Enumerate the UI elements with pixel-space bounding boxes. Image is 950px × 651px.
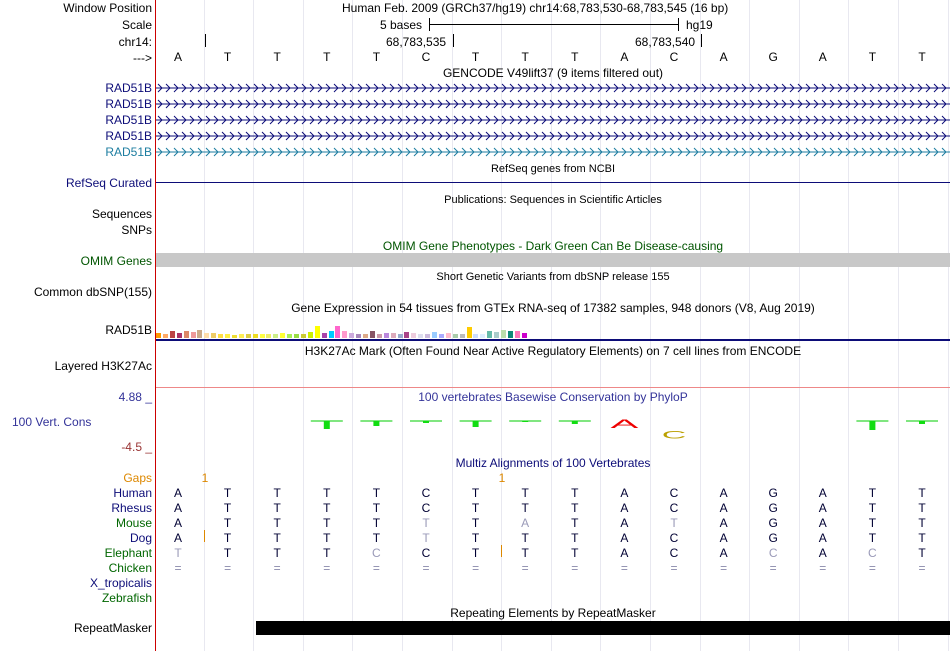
alignment-base-chicken: = xyxy=(620,561,628,575)
gtex-tissue-bar[interactable] xyxy=(480,334,485,338)
reference-base: A xyxy=(173,50,182,64)
alignment-base-chicken: = xyxy=(372,561,380,575)
alignment-base-chicken: = xyxy=(472,561,480,575)
track-label-column xyxy=(0,0,155,651)
alignment-base-mouse: A xyxy=(521,516,530,530)
alignment-base-rhesus: T xyxy=(471,501,480,515)
gap-marker: 1 xyxy=(201,471,209,485)
alignment-base-human: T xyxy=(323,486,331,500)
scale-bar-tick xyxy=(429,18,430,31)
gtex-tissue-bar[interactable] xyxy=(280,333,285,338)
gencode-track-title: GENCODE V49lift37 (9 items filtered out) xyxy=(442,66,664,80)
gtex-tissue-bar[interactable] xyxy=(232,335,237,338)
alignment-base-dog: T xyxy=(471,531,480,545)
alignment-base-dog: T xyxy=(422,531,430,545)
alignment-base-mouse: G xyxy=(768,516,778,530)
gencode-track-label[interactable]: RAD51B xyxy=(105,97,152,111)
species-label-human[interactable]: Human xyxy=(113,486,152,500)
gtex-tissue-bar[interactable] xyxy=(184,331,189,338)
phylop-bar xyxy=(522,421,528,422)
alignment-base-elephant: A xyxy=(620,546,629,560)
reference-base: G xyxy=(768,50,778,64)
gtex-tissue-bar[interactable] xyxy=(425,334,430,338)
alignment-base-human: T xyxy=(471,486,480,500)
refseq-gene-line[interactable] xyxy=(156,182,950,183)
alignment-base-dog: C xyxy=(669,531,679,545)
gencode-track-label[interactable]: RAD51B xyxy=(105,145,152,159)
alignment-base-mouse: T xyxy=(571,516,579,530)
gencode-transcript[interactable] xyxy=(156,130,950,142)
alignment-base-elephant: C xyxy=(768,546,778,560)
reference-base: T xyxy=(372,50,381,64)
gtex-tissue-bar[interactable] xyxy=(225,334,230,338)
alignment-base-elephant: T xyxy=(323,546,331,560)
alignment-base-chicken: = xyxy=(720,561,728,575)
gtex-tissue-bar[interactable] xyxy=(308,332,313,338)
alignment-base-human: T xyxy=(918,486,926,500)
gtex-tissue-bar[interactable] xyxy=(211,333,216,338)
window-position-label: Window Position xyxy=(63,1,152,15)
species-label-xtropicalis[interactable]: X_tropicalis xyxy=(89,576,152,590)
gtex-tissue-bar[interactable] xyxy=(342,331,347,338)
sequences-track-label[interactable]: Sequences xyxy=(91,207,152,221)
gtex-tissue-bar[interactable] xyxy=(356,334,361,338)
alignment-base-mouse: A xyxy=(620,516,629,530)
assembly-label: hg19 xyxy=(686,18,713,32)
alignment-base-chicken: = xyxy=(323,561,331,575)
species-label-elephant[interactable]: Elephant xyxy=(104,546,152,560)
ruler-tick xyxy=(205,34,206,47)
gtex-tissue-bar[interactable] xyxy=(377,334,382,338)
alignment-base-mouse: A xyxy=(719,516,728,530)
gtex-tissue-bar[interactable] xyxy=(170,331,175,338)
phylop-track-title: 100 vertebrates Basewise Conservation by PhyloP xyxy=(418,390,688,404)
alignment-base-mouse: T xyxy=(422,516,430,530)
alignment-base-rhesus: T xyxy=(273,501,281,515)
alignment-base-elephant: C xyxy=(372,546,381,560)
multiz-track-title: Multiz Alignments of 100 Vertebrates xyxy=(455,456,651,470)
alignment-base-chicken: = xyxy=(670,561,678,575)
alignment-base-mouse: T xyxy=(471,516,480,530)
alignment-base-rhesus: T xyxy=(323,501,331,515)
gtex-track-title: Gene Expression in 54 tissues from GTEx RNA-seq of 17382 samples, 948 donors (V8, Aug 2019) xyxy=(291,301,815,315)
gencode-transcript[interactable] xyxy=(156,146,950,158)
alignment-base-human: T xyxy=(223,486,232,500)
alignment-base-rhesus: T xyxy=(223,501,232,515)
alignment-base-chicken: = xyxy=(868,561,876,575)
gtex-tissue-bar[interactable] xyxy=(467,327,472,338)
phylop-bar xyxy=(473,421,479,427)
alignment-base-elephant: C xyxy=(669,546,679,560)
alignment-base-mouse: T xyxy=(918,516,926,530)
publications-track-title: Publications: Sequences in Scientific Articles xyxy=(444,194,662,206)
alignment-base-mouse: A xyxy=(173,516,182,530)
ruler-tick xyxy=(701,34,702,47)
gap-marker: 1 xyxy=(498,471,506,485)
alignment-base-dog: T xyxy=(868,531,877,545)
gtex-tissue-bar[interactable] xyxy=(294,334,299,338)
gencode-track-label[interactable]: RAD51B xyxy=(105,113,152,127)
alignment-base-dog: T xyxy=(223,531,232,545)
alignment-base-chicken: = xyxy=(174,561,182,575)
ruler-tick xyxy=(453,34,454,47)
h3k27ac-track-title: H3K27Ac Mark (Often Found Near Active Regulatory Elements) on 7 cell lines from ENCODE xyxy=(304,344,802,358)
gtex-tissue-bar[interactable] xyxy=(163,334,168,338)
snps-track-label[interactable]: SNPs xyxy=(121,223,152,237)
alignment-base-mouse: T xyxy=(223,516,232,530)
gtex-tissue-bar[interactable] xyxy=(287,334,292,338)
phylop-min-label: -4.5 _ xyxy=(121,440,152,454)
gtex-tissue-bar[interactable] xyxy=(501,330,506,338)
gtex-tissue-bar[interactable] xyxy=(446,333,451,338)
alignment-base-human: T xyxy=(273,486,281,500)
phylop-bar xyxy=(373,421,379,426)
gencode-track-label[interactable]: RAD51B xyxy=(105,81,152,95)
alignment-base-mouse: T xyxy=(868,516,877,530)
alignment-base-dog: G xyxy=(768,531,778,545)
omim-track-label[interactable]: OMIM Genes xyxy=(80,254,152,268)
gtex-tissue-bar[interactable] xyxy=(204,333,209,338)
alignment-base-dog: T xyxy=(273,531,281,545)
alignment-base-rhesus: T xyxy=(521,501,529,515)
phylop-max-label: 4.88 _ xyxy=(118,390,152,404)
scale-bar xyxy=(429,24,679,25)
alignment-base-mouse: T xyxy=(273,516,281,530)
phylop-bar xyxy=(423,421,429,423)
gtex-tissue-bar[interactable] xyxy=(322,333,327,338)
alignment-base-chicken: = xyxy=(571,561,579,575)
alignment-base-dog: T xyxy=(918,531,926,545)
alignment-base-human: A xyxy=(818,486,827,500)
alignment-base-dog: A xyxy=(173,531,182,545)
alignment-base-chicken: = xyxy=(769,561,777,575)
gtex-tissue-bar[interactable] xyxy=(439,334,444,338)
gtex-tissue-bar[interactable] xyxy=(239,334,244,338)
insertion-marker xyxy=(204,530,205,542)
gtex-tissue-bar[interactable] xyxy=(156,333,161,338)
ruler-position-right: 68,783,540 xyxy=(635,35,696,49)
ruler-position-left: 68,783,535 xyxy=(386,35,447,49)
scale-text: 5 bases xyxy=(380,18,423,32)
reference-base: T xyxy=(471,50,480,64)
gtex-tissue-bar[interactable] xyxy=(218,334,223,338)
alignment-base-elephant: C xyxy=(868,546,877,560)
phylop-graph[interactable] xyxy=(156,405,950,450)
gtex-tissue-bar[interactable] xyxy=(253,334,258,338)
gencode-track-label[interactable]: RAD51B xyxy=(105,129,152,143)
phylop-bar xyxy=(324,421,330,429)
phylop-track-label[interactable]: 100 Vert. Cons xyxy=(12,415,92,429)
omim-track-title: OMIM Gene Phenotypes - Dark Green Can Be Disease-causing xyxy=(382,239,724,253)
alignment-base-rhesus: T xyxy=(372,501,381,515)
reference-base: T xyxy=(521,50,529,64)
alignment-base-elephant: T xyxy=(174,546,182,560)
gtex-tissue-bar[interactable] xyxy=(494,332,499,338)
alignment-base-dog: T xyxy=(571,531,579,545)
alignment-base-mouse: T xyxy=(372,516,381,530)
alignment-base-human: A xyxy=(719,486,728,500)
alignment-base-human: T xyxy=(521,486,529,500)
reference-base: C xyxy=(669,50,679,64)
gtex-tissue-bar[interactable] xyxy=(260,334,265,338)
reference-base: T xyxy=(323,50,331,64)
alignment-base-elephant: A xyxy=(719,546,728,560)
gencode-transcript[interactable] xyxy=(156,98,950,110)
alignment-base-rhesus: T xyxy=(571,501,579,515)
gtex-tissue-bar[interactable] xyxy=(432,332,437,338)
reference-base: A xyxy=(719,50,728,64)
alignment-base-chicken: = xyxy=(224,561,232,575)
repeatmasker-track-title: Repeating Elements by RepeatMasker xyxy=(450,606,656,620)
alignment-base-human: C xyxy=(669,486,679,500)
alignment-base-human: A xyxy=(620,486,629,500)
alignment-base-mouse: T xyxy=(670,516,678,530)
dbsnp-track-title: Short Genetic Variants from dbSNP release 155 xyxy=(436,271,670,283)
reference-base: A xyxy=(620,50,629,64)
gtex-tissue-bar[interactable] xyxy=(522,333,527,338)
chrom-label: chr14: xyxy=(118,35,152,49)
gtex-tissue-bar[interactable] xyxy=(487,331,492,338)
gtex-tissue-bar[interactable] xyxy=(460,334,465,338)
species-label-dog[interactable]: Dog xyxy=(129,531,152,545)
gtex-tissue-bar[interactable] xyxy=(315,326,320,338)
gtex-tissue-bar[interactable] xyxy=(329,331,334,338)
repeatmasker-track-label[interactable]: RepeatMasker xyxy=(73,621,152,635)
gtex-tissue-bar[interactable] xyxy=(349,333,354,338)
gtex-tissue-bar[interactable] xyxy=(191,332,196,338)
gtex-tissue-bar[interactable] xyxy=(473,334,478,338)
gtex-tissue-bar[interactable] xyxy=(404,332,409,338)
alignment-base-elephant: T xyxy=(918,546,926,560)
reference-base: T xyxy=(273,50,281,64)
gtex-tissue-bar[interactable] xyxy=(384,333,389,338)
gtex-tissue-bar[interactable] xyxy=(197,330,202,338)
alignment-base-rhesus: A xyxy=(173,501,182,515)
gtex-gene-line xyxy=(156,339,950,341)
phylop-bar xyxy=(869,421,875,430)
alignment-base-dog: A xyxy=(719,531,728,545)
reference-base: T xyxy=(868,50,877,64)
gtex-bar-chart[interactable] xyxy=(156,316,950,338)
species-label-rhesus[interactable]: Rhesus xyxy=(111,501,152,515)
alignment-base-rhesus: C xyxy=(421,501,431,515)
alignment-base-rhesus: A xyxy=(620,501,629,515)
scale-bar-tick xyxy=(678,18,679,31)
gtex-tissue-bar[interactable] xyxy=(301,334,306,338)
alignment-base-mouse: A xyxy=(818,516,827,530)
repeat-element[interactable] xyxy=(256,621,950,635)
gtex-track-label[interactable]: RAD51B xyxy=(105,323,152,337)
alignment-base-elephant: A xyxy=(818,546,827,560)
alignment-base-human: T xyxy=(571,486,579,500)
reference-base: T xyxy=(918,50,926,64)
gtex-tissue-bar[interactable] xyxy=(370,331,375,338)
scale-label: Scale xyxy=(121,18,152,32)
alignment-base-dog: T xyxy=(323,531,331,545)
alignment-base-elephant: T xyxy=(571,546,579,560)
alignment-base-human: T xyxy=(372,486,381,500)
reference-base: C xyxy=(421,50,431,64)
alignment-base-mouse: T xyxy=(323,516,331,530)
reference-base: T xyxy=(571,50,579,64)
gtex-tissue-bar[interactable] xyxy=(246,334,251,338)
gtex-tissue-bar[interactable] xyxy=(273,334,278,338)
alignment-base-rhesus: C xyxy=(669,501,679,515)
dbsnp-track-label[interactable]: Common dbSNP(155) xyxy=(33,285,152,299)
omim-gene-bar[interactable] xyxy=(156,253,950,267)
refseq-track-label[interactable]: RefSeq Curated xyxy=(65,176,152,190)
alignment-base-chicken: = xyxy=(422,561,430,575)
track-image[interactable] xyxy=(156,0,950,651)
gtex-tissue-bar[interactable] xyxy=(266,334,271,338)
gtex-tissue-bar[interactable] xyxy=(411,333,416,338)
alignment-base-chicken: = xyxy=(819,561,827,575)
alignment-base-elephant: C xyxy=(421,546,431,560)
gtex-tissue-bar[interactable] xyxy=(398,334,403,338)
window-position: Human Feb. 2009 (GRCh37/hg19) chr14:68,783,530-68,783,545 (16 bp) xyxy=(342,1,729,15)
alignment-base-rhesus: T xyxy=(868,501,877,515)
alignment-base-dog: A xyxy=(818,531,827,545)
reference-base: A xyxy=(818,50,827,64)
h3k27ac-baseline xyxy=(156,387,950,388)
gtex-tissue-bar[interactable] xyxy=(418,334,423,338)
gtex-tissue-bar[interactable] xyxy=(335,326,340,338)
gencode-transcript[interactable] xyxy=(156,82,950,94)
species-label-chicken[interactable]: Chicken xyxy=(108,561,152,575)
gtex-tissue-bar[interactable] xyxy=(391,333,396,338)
alignment-base-elephant: T xyxy=(273,546,281,560)
phylop-conserved-base: A xyxy=(610,417,639,431)
gaps-label: Gaps xyxy=(123,471,152,485)
alignment-base-chicken: = xyxy=(918,561,926,575)
phylop-bar xyxy=(919,421,925,424)
gtex-tissue-bar[interactable] xyxy=(508,331,513,338)
species-label-zebrafish[interactable]: Zebrafish xyxy=(101,591,152,605)
alignment-base-elephant: T xyxy=(223,546,232,560)
insertion-marker xyxy=(501,545,502,557)
alignment-base-chicken: = xyxy=(521,561,529,575)
alignment-base-elephant: T xyxy=(471,546,480,560)
gtex-tissue-bar[interactable] xyxy=(363,334,368,338)
alignment-base-dog: T xyxy=(521,531,529,545)
alignment-base-dog: A xyxy=(620,531,629,545)
alignment-base-rhesus: A xyxy=(818,501,827,515)
h3k27ac-track-label[interactable]: Layered H3K27Ac xyxy=(54,359,152,373)
gencode-transcript[interactable] xyxy=(156,114,950,126)
alignment-base-human: T xyxy=(868,486,877,500)
gtex-tissue-bar[interactable] xyxy=(177,333,182,338)
gtex-tissue-bar[interactable] xyxy=(515,331,520,338)
alignment-base-chicken: = xyxy=(273,561,281,575)
alignment-base-human: C xyxy=(421,486,431,500)
alignment-base-elephant: T xyxy=(521,546,529,560)
alignment-base-human: G xyxy=(768,486,778,500)
strand-label: ---> xyxy=(133,51,152,65)
alignment-base-dog: T xyxy=(372,531,381,545)
reference-base: T xyxy=(223,50,232,64)
phylop-bar xyxy=(572,421,578,424)
species-label-mouse[interactable]: Mouse xyxy=(115,516,152,530)
gtex-tissue-bar[interactable] xyxy=(453,334,458,338)
alignment-base-human: A xyxy=(173,486,182,500)
phylop-accelerated-base: C xyxy=(661,428,687,441)
alignment-base-rhesus: G xyxy=(768,501,778,515)
alignment-base-rhesus: T xyxy=(918,501,926,515)
alignment-base-rhesus: A xyxy=(719,501,728,515)
refseq-track-title: RefSeq genes from NCBI xyxy=(490,163,616,175)
